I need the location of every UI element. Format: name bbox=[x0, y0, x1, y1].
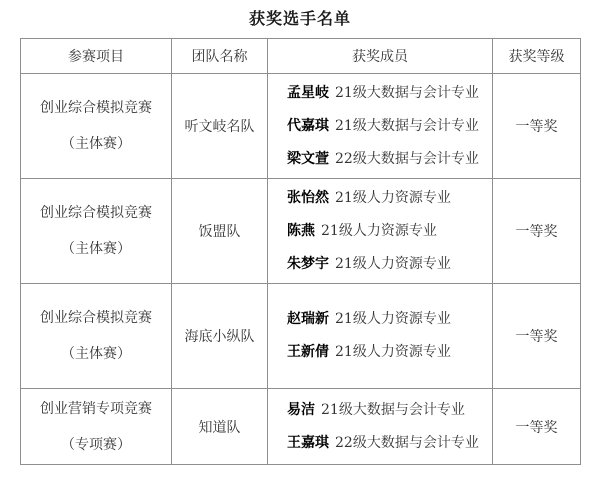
member-name: 易洁 bbox=[287, 401, 315, 418]
header-members: 获奖成员 bbox=[268, 39, 493, 74]
award-level: 一等奖 bbox=[493, 179, 581, 284]
member-name: 梁文萱 bbox=[287, 150, 329, 167]
event-cell bbox=[21, 74, 172, 179]
member-major: 21级大数据与会计专业 bbox=[335, 84, 479, 101]
event-type: （主体赛） bbox=[61, 346, 131, 362]
member-major: 21级人力资源专业 bbox=[335, 311, 451, 327]
member-name: 赵瑞新 bbox=[287, 311, 329, 327]
member-entry bbox=[268, 248, 492, 281]
member-major: 21级大数据与会计专业 bbox=[335, 117, 479, 134]
table-row bbox=[21, 389, 581, 465]
event-type: （主体赛） bbox=[61, 136, 131, 152]
member-major: 21级人力资源专业 bbox=[335, 189, 451, 206]
member-name: 孟星岐 bbox=[287, 84, 329, 101]
event-name: 创业综合模拟竞赛 bbox=[40, 205, 152, 221]
members-cell bbox=[268, 179, 493, 284]
member-name: 张怡然 bbox=[287, 189, 329, 206]
member-entry bbox=[268, 110, 492, 143]
award-level: 一等奖 bbox=[493, 74, 581, 179]
member-name: 朱梦宇 bbox=[287, 255, 329, 272]
team-name: 饭盟队 bbox=[172, 179, 268, 284]
event-cell bbox=[21, 179, 172, 284]
members-cell bbox=[268, 74, 493, 179]
event-cell bbox=[21, 389, 172, 465]
table-row bbox=[21, 179, 581, 284]
awards-table bbox=[20, 38, 581, 465]
member-major: 21级人力资源专业 bbox=[335, 255, 451, 272]
team-name: 知道队 bbox=[172, 389, 268, 465]
event-name: 创业综合模拟竞赛 bbox=[40, 310, 152, 326]
table-row bbox=[21, 74, 581, 179]
header-team: 团队名称 bbox=[172, 39, 268, 74]
table-row bbox=[21, 284, 581, 389]
member-major: 21级人力资源专业 bbox=[321, 222, 437, 239]
member-major: 21级人力资源专业 bbox=[335, 344, 451, 360]
event-name: 创业营销专项竞赛 bbox=[40, 400, 152, 417]
members-cell bbox=[268, 389, 493, 465]
member-name: 陈燕 bbox=[287, 222, 315, 239]
member-entry bbox=[268, 143, 492, 176]
header-award: 获奖等级 bbox=[493, 39, 581, 74]
member-entry bbox=[268, 215, 492, 248]
team-name: 听文岐名队 bbox=[172, 74, 268, 179]
member-entry bbox=[268, 427, 492, 460]
member-name: 王嘉琪 bbox=[287, 434, 329, 451]
member-entry bbox=[268, 394, 492, 427]
event-name: 创业综合模拟竞赛 bbox=[40, 100, 152, 116]
event-type: （专项赛） bbox=[61, 436, 131, 453]
members-cell bbox=[268, 284, 493, 389]
team-name: 海底小纵队 bbox=[172, 284, 268, 389]
header-event: 参赛项目 bbox=[21, 39, 172, 74]
page-title: 获奖选手名单 bbox=[248, 9, 351, 28]
member-entry bbox=[268, 77, 492, 110]
member-name: 王新倩 bbox=[287, 344, 329, 360]
member-entry bbox=[268, 336, 492, 369]
event-cell bbox=[21, 284, 172, 389]
member-entry bbox=[268, 182, 492, 215]
table-header-row bbox=[21, 39, 581, 74]
member-major: 21级大数据与会计专业 bbox=[321, 401, 465, 418]
award-level: 一等奖 bbox=[493, 389, 581, 465]
member-major: 22级大数据与会计专业 bbox=[335, 150, 479, 167]
award-level: 一等奖 bbox=[493, 284, 581, 389]
member-entry bbox=[268, 303, 492, 336]
member-major: 22级大数据与会计专业 bbox=[335, 434, 479, 451]
event-type: （主体赛） bbox=[61, 241, 131, 257]
member-name: 代嘉琪 bbox=[287, 117, 329, 134]
